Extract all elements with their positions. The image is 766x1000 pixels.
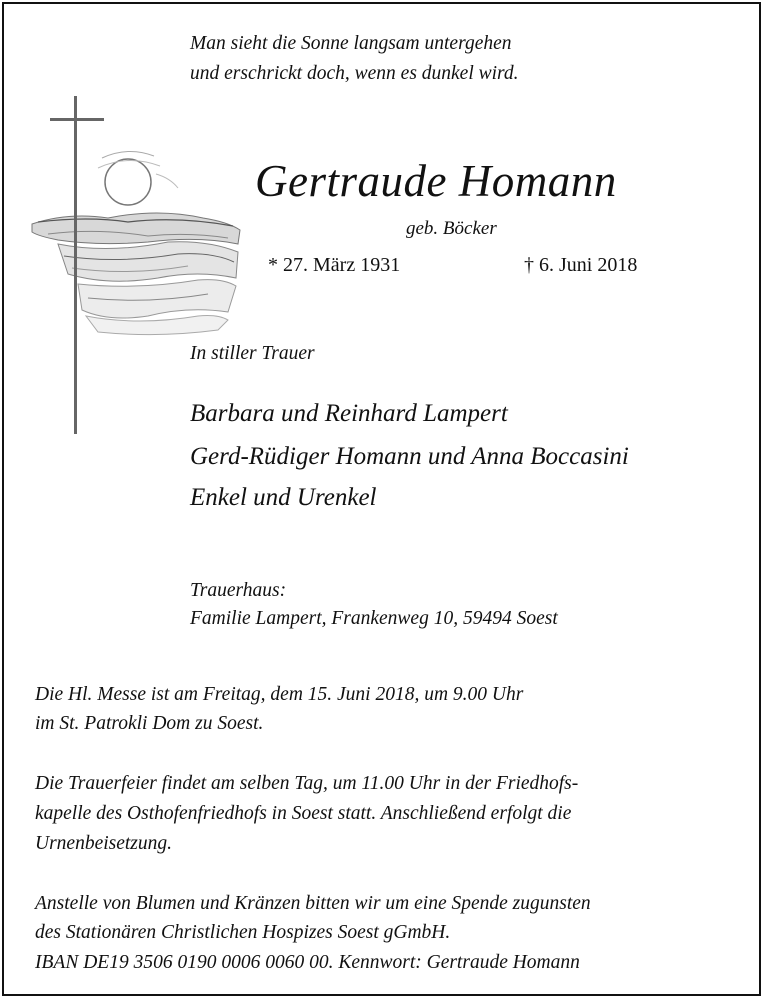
motto-line-2: und erschrickt doch, wenn es dunkel wird. bbox=[190, 63, 519, 84]
birth-date: * 27. März 1931 bbox=[268, 254, 401, 276]
funeral-line-1: Die Trauerfeier findet am selben Tag, um 11.00 Uhr in der Friedhofs- bbox=[35, 773, 579, 794]
mourning-house-label: Trauerhaus: bbox=[190, 580, 287, 601]
mass-line-1: Die Hl. Messe ist am Freitag, dem 15. Juni 2018, um 9.00 Uhr bbox=[35, 684, 524, 705]
mourner-name: Enkel und Urenkel bbox=[190, 484, 377, 511]
deceased-name: Gertraude Homann bbox=[255, 156, 617, 206]
cross-sun-landscape-illustration bbox=[28, 94, 248, 439]
mourning-intro: In stiller Trauer bbox=[190, 343, 315, 364]
mourning-house-address: Familie Lampert, Frankenweg 10, 59494 Soest bbox=[190, 608, 558, 629]
mourner-name: Barbara und Reinhard Lampert bbox=[190, 400, 508, 427]
sun-icon bbox=[98, 151, 178, 205]
funeral-line-2: kapelle des Osthofenfriedhofs in Soest statt. Anschließend erfolgt die bbox=[35, 803, 572, 824]
landscape-icon bbox=[32, 213, 240, 335]
mass-line-2: im St. Patrokli Dom zu Soest. bbox=[35, 713, 264, 734]
maiden-name: geb. Böcker bbox=[406, 218, 497, 239]
funeral-line-3: Urnenbeisetzung. bbox=[35, 833, 173, 854]
donation-line-1: Anstelle von Blumen und Kränzen bitten wir um eine Spende zugunsten bbox=[35, 893, 591, 914]
donation-line-3: IBAN DE19 3506 0190 0006 0060 00. Kennwort: Gertraude Homann bbox=[35, 952, 580, 973]
motto-line-1: Man sieht die Sonne langsam untergehen bbox=[190, 33, 512, 54]
mourner-name: Gerd-Rüdiger Homann und Anna Boccasini bbox=[190, 443, 629, 470]
donation-line-2: des Stationären Christlichen Hospizes Soest gGmbH. bbox=[35, 922, 451, 943]
death-date: † 6. Juni 2018 bbox=[524, 254, 638, 276]
